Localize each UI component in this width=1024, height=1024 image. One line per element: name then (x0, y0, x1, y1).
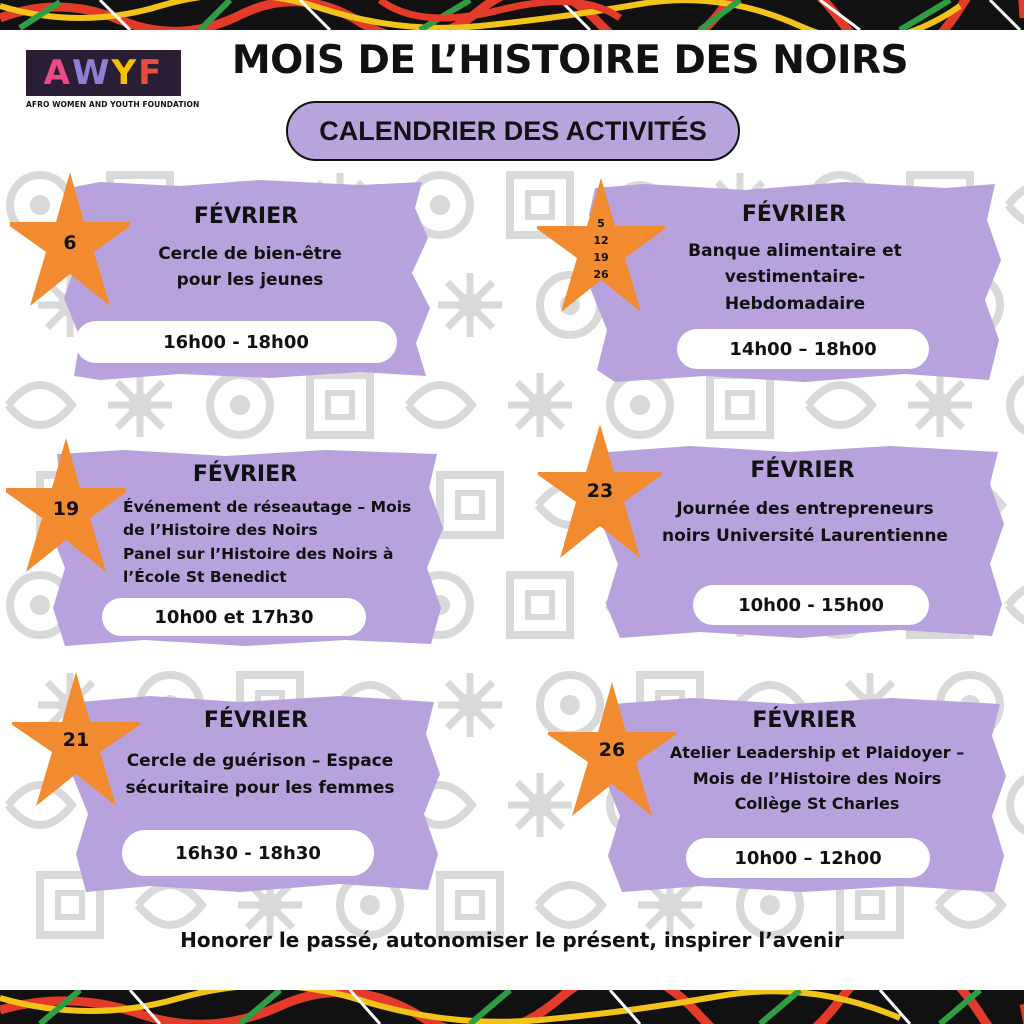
event-month: FÉVRIER (203, 708, 309, 733)
pattern-symbol (458, 693, 482, 717)
pattern-symbol (658, 893, 682, 917)
event-day: 23 (586, 480, 614, 502)
pattern-symbol (528, 393, 552, 417)
event-desc-line: Collège St Charles (734, 794, 900, 814)
event-month: FÉVRIER (741, 202, 847, 227)
subtitle-pill: CALENDRIER DES ACTIVITÉS (286, 101, 740, 161)
logo-mark (26, 50, 181, 96)
event-desc-line: Atelier Leadership et Plaidoyer – (669, 743, 965, 762)
pattern-symbol (58, 893, 82, 917)
logo-letter-f: F (138, 53, 164, 93)
event-desc-line: Mois de l’Histoire des Noirs (692, 768, 942, 788)
event-day: 19 (52, 498, 80, 520)
event-month: FÉVRIER (192, 462, 298, 487)
event-desc-line: noirs Université Laurentienne (662, 526, 948, 547)
top-pattern-band (0, 0, 1024, 30)
pattern-symbol (440, 475, 500, 535)
event-desc-line: Cercle de guérison – Espace (126, 751, 394, 771)
event-day: 6 (63, 232, 77, 254)
event-day: 21 (62, 729, 90, 751)
event-month: FÉVRIER (752, 708, 857, 733)
footer-slogan: Honorer le passé, autonomiser le présent, inspirer l’avenir (180, 928, 844, 952)
event-time-pill: 10h00 – 12h00 (686, 838, 930, 878)
event-time-pill: 14h00 – 18h00 (677, 329, 929, 369)
pattern-symbol (328, 393, 352, 417)
pattern-symbol (510, 575, 570, 635)
pattern-symbol (858, 893, 882, 917)
pattern-symbol (408, 385, 472, 425)
event-desc-line: pour les jeunes (176, 269, 324, 290)
pattern-symbol (1008, 185, 1024, 225)
date-star-weekly (537, 176, 665, 314)
page-title: MOIS DE L’HISTOIRE DES NOIRS (231, 38, 909, 83)
event-desc-line: Cercle de bien-être (158, 244, 342, 264)
pattern-symbol (440, 875, 500, 935)
date-star-6 (10, 170, 130, 310)
logo-subtext: AFRO WOMEN AND YOUTH FOUNDATION (26, 100, 200, 109)
pattern-symbol (360, 895, 380, 915)
pattern-symbol (928, 393, 952, 417)
event-day: 26 (593, 268, 609, 282)
pattern-symbol (128, 393, 152, 417)
pattern-symbol (1008, 585, 1024, 625)
pattern-symbol (458, 493, 482, 517)
event-days-list (537, 176, 665, 314)
pattern-symbol (808, 385, 872, 425)
pattern-symbol (258, 893, 282, 917)
date-star-23 (538, 422, 662, 560)
event-desc-line: de l’Histoire des Noirs (123, 521, 318, 540)
event-desc-line: Hebdomadaire (724, 293, 866, 314)
pattern-symbol (458, 893, 482, 917)
event-time-pill: 16h00 - 18h00 (75, 321, 397, 363)
date-star-26 (548, 680, 676, 820)
pattern-symbol (310, 375, 370, 435)
event-month: FÉVRIER (193, 204, 299, 229)
logo-letter-w: W (71, 53, 112, 93)
event-time-pill: 10h00 - 15h00 (693, 585, 929, 625)
event-day: 19 (593, 251, 609, 264)
logo-letter-y: Y (111, 53, 139, 93)
pattern-symbol (630, 395, 650, 415)
event-time-pill: 16h30 - 18h30 (122, 830, 374, 876)
event-day: 26 (598, 739, 626, 761)
event-desc-line: Panel sur l’Histoire des Noirs à (123, 544, 394, 563)
bottom-pattern-band (0, 990, 1024, 1024)
event-desc-line: sécuritaire pour les femmes (125, 778, 395, 799)
date-star-21 (12, 670, 140, 810)
pattern-symbol (230, 395, 250, 415)
pattern-symbol (728, 393, 752, 417)
pattern-symbol (528, 593, 552, 617)
event-day: 12 (593, 233, 609, 247)
date-star-19 (6, 436, 126, 576)
awyf-logo (26, 50, 200, 109)
event-time-pill: 10h00 et 17h30 (102, 598, 366, 636)
pattern-symbol (538, 885, 602, 925)
event-desc-line: Banque alimentaire et (688, 241, 902, 261)
logo-letter-a: A (43, 53, 72, 93)
pattern-symbol (1010, 375, 1024, 435)
pattern-symbol (8, 385, 72, 425)
pattern-symbol (458, 293, 482, 317)
pattern-symbol (430, 195, 450, 215)
pattern-symbol (760, 895, 780, 915)
event-desc-line: l’École St Benedict (123, 567, 287, 586)
pattern-symbol (1010, 775, 1024, 835)
event-desc-line: Journée des entrepreneurs (676, 499, 934, 519)
event-desc-line: Événement de réseautage – Mois (123, 498, 412, 516)
event-day: 5 (597, 216, 605, 230)
event-month: FÉVRIER (750, 458, 855, 483)
event-desc-line: vestimentaire- (724, 267, 866, 288)
